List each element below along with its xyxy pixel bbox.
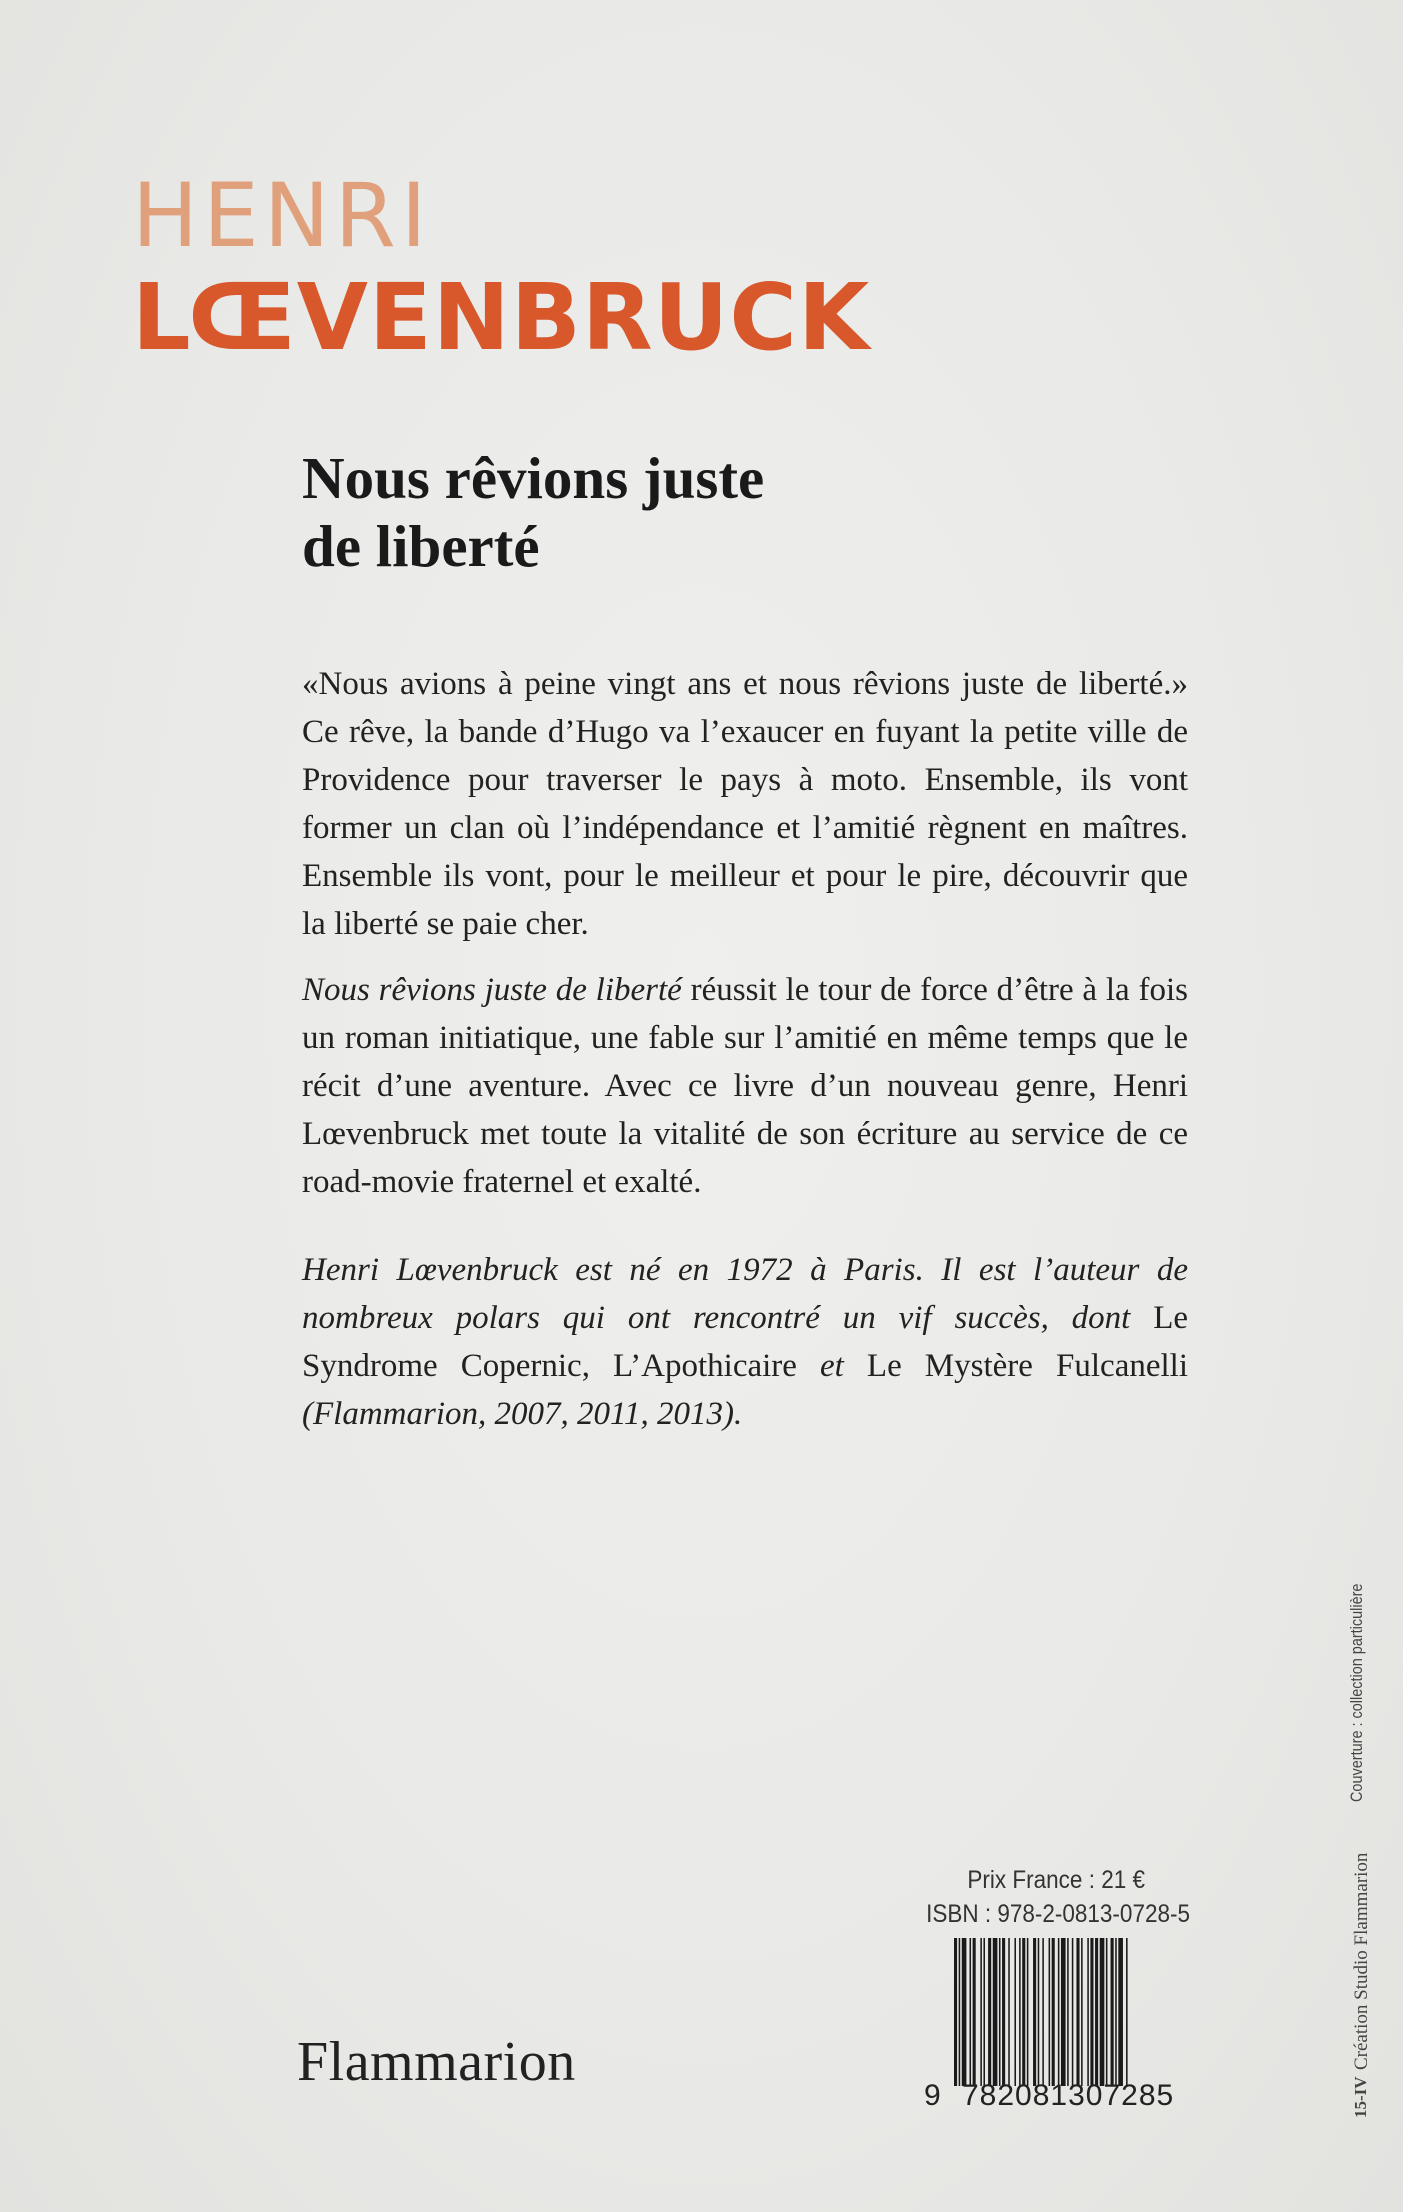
barcode-bar (1033, 1938, 1036, 2086)
print-code: 15-IV (1351, 2076, 1370, 2118)
publisher-logo: Flammarion (297, 2031, 576, 2093)
barcode (924, 1935, 1186, 2115)
barcode-bar (1008, 1938, 1010, 2086)
barcode-bar (1090, 1938, 1093, 2086)
barcode-digits: 782081307285 (962, 2079, 1175, 2112)
barcode-bar (1106, 1938, 1108, 2086)
author-bio-text-1: Henri Lœvenbruck est né en 1972 à Paris. Il est l’auteur de nombreux polars qui ont rencontré un vif succès, dont (302, 1252, 1188, 1336)
barcode-bar (1076, 1938, 1079, 2086)
barcode-bar (1049, 1938, 1051, 2086)
barcode-bar (1022, 1938, 1025, 2086)
blurb (302, 660, 1188, 1438)
barcode-bar (993, 1938, 998, 2086)
barcode-bar (954, 1938, 957, 2086)
barcode-bar (1002, 1938, 1005, 2086)
barcode-bar (1019, 1938, 1021, 2086)
barcode-bar (1081, 1938, 1083, 2086)
isbn-label: ISBN : 978-2-0813-0728-5 (926, 1900, 1190, 1928)
barcode-bar (1100, 1938, 1105, 2086)
design-credit: Création Studio Flammarion (1351, 1852, 1372, 2070)
barcode-bar (1027, 1938, 1029, 2086)
barcode-bar (1067, 1938, 1069, 2086)
blurb-paragraph-2-text: réussit le tour de force d’être à la fois un roman initiatique, une fable sur l’amitié en même temps que le récit d’une aventure. Avec ce livre d’un nouveau genre, Henri Lœvenbruck met toute la vitalité de son écriture au service de ce road-movie fraternel et exalté. (302, 972, 1188, 1200)
barcode-bar (1038, 1938, 1040, 2086)
author-bio-book-1: Le Syndrome Copernic (302, 1300, 1188, 1384)
barcode-bar (1095, 1938, 1098, 2086)
barcode-bar (1072, 1938, 1074, 2086)
author-last-name: LŒVENBRUCK (132, 264, 871, 371)
barcode-bar (1118, 1938, 1123, 2086)
barcode-bar (1087, 1938, 1089, 2086)
blurb-paragraph-1: «Nous avions à peine vingt ans et nous rêvions juste de liberté.» Ce rêve, la bande d’Hugo va l’exaucer en fuyant la petite ville de Providence pour traverser le pays à moto. Ensemble, ils vont former un clan où l’indépendance et l’amitié règnent en maîtres. Ensemble ils vont, pour le meilleur et pour le pire, découvrir que la liberté se paie cher. (302, 666, 1188, 942)
barcode-bar (980, 1938, 982, 2086)
barcode-bar (999, 1938, 1001, 2086)
barcode-bar (970, 1938, 972, 2086)
author-bio (302, 1246, 1188, 1438)
barcode-bar (988, 1938, 991, 2086)
author-bio-conjunction: et (796, 1348, 867, 1384)
barcode-bar (1126, 1938, 1128, 2086)
barcode-bar (983, 1938, 985, 2086)
barcode-bar (1058, 1938, 1060, 2086)
author-bio-book-3: Le Mystère Fulcanelli (866, 1348, 1188, 1384)
barcode-bar (1052, 1938, 1055, 2086)
barcode-lead-digit: 9 (924, 2079, 941, 2112)
blurb-paragraph-2 (302, 966, 1188, 1206)
barcode-bar (1061, 1938, 1066, 2086)
author-bio-text-2: (Flammarion, 2007, 2011, 2013). (302, 1396, 743, 1432)
barcode-bar (1115, 1938, 1117, 2086)
cover-credit: Couverture : collection particulière (1347, 1583, 1366, 1802)
barcode-bar (962, 1938, 967, 2086)
author-bio-book-2: L’Apothicaire (613, 1348, 797, 1384)
book-title-line-1: Nous rêvions juste (302, 445, 765, 511)
barcode-bar (959, 1938, 961, 2086)
book-title-line-2: de liberté (302, 513, 540, 579)
barcode-bar (1014, 1938, 1016, 2086)
author-bio-separator: , (581, 1348, 614, 1384)
barcode-bars-icon (954, 1938, 1178, 2086)
barcode-bar (973, 1938, 976, 2086)
blurb-title-reference: Nous rêvions juste de liberté (302, 972, 682, 1008)
barcode-bar (1111, 1938, 1114, 2086)
price-label: Prix France : 21 € (967, 1866, 1145, 1894)
author-first-name: HENRI (132, 164, 432, 267)
book-title (302, 444, 922, 580)
barcode-bar (1042, 1938, 1044, 2086)
